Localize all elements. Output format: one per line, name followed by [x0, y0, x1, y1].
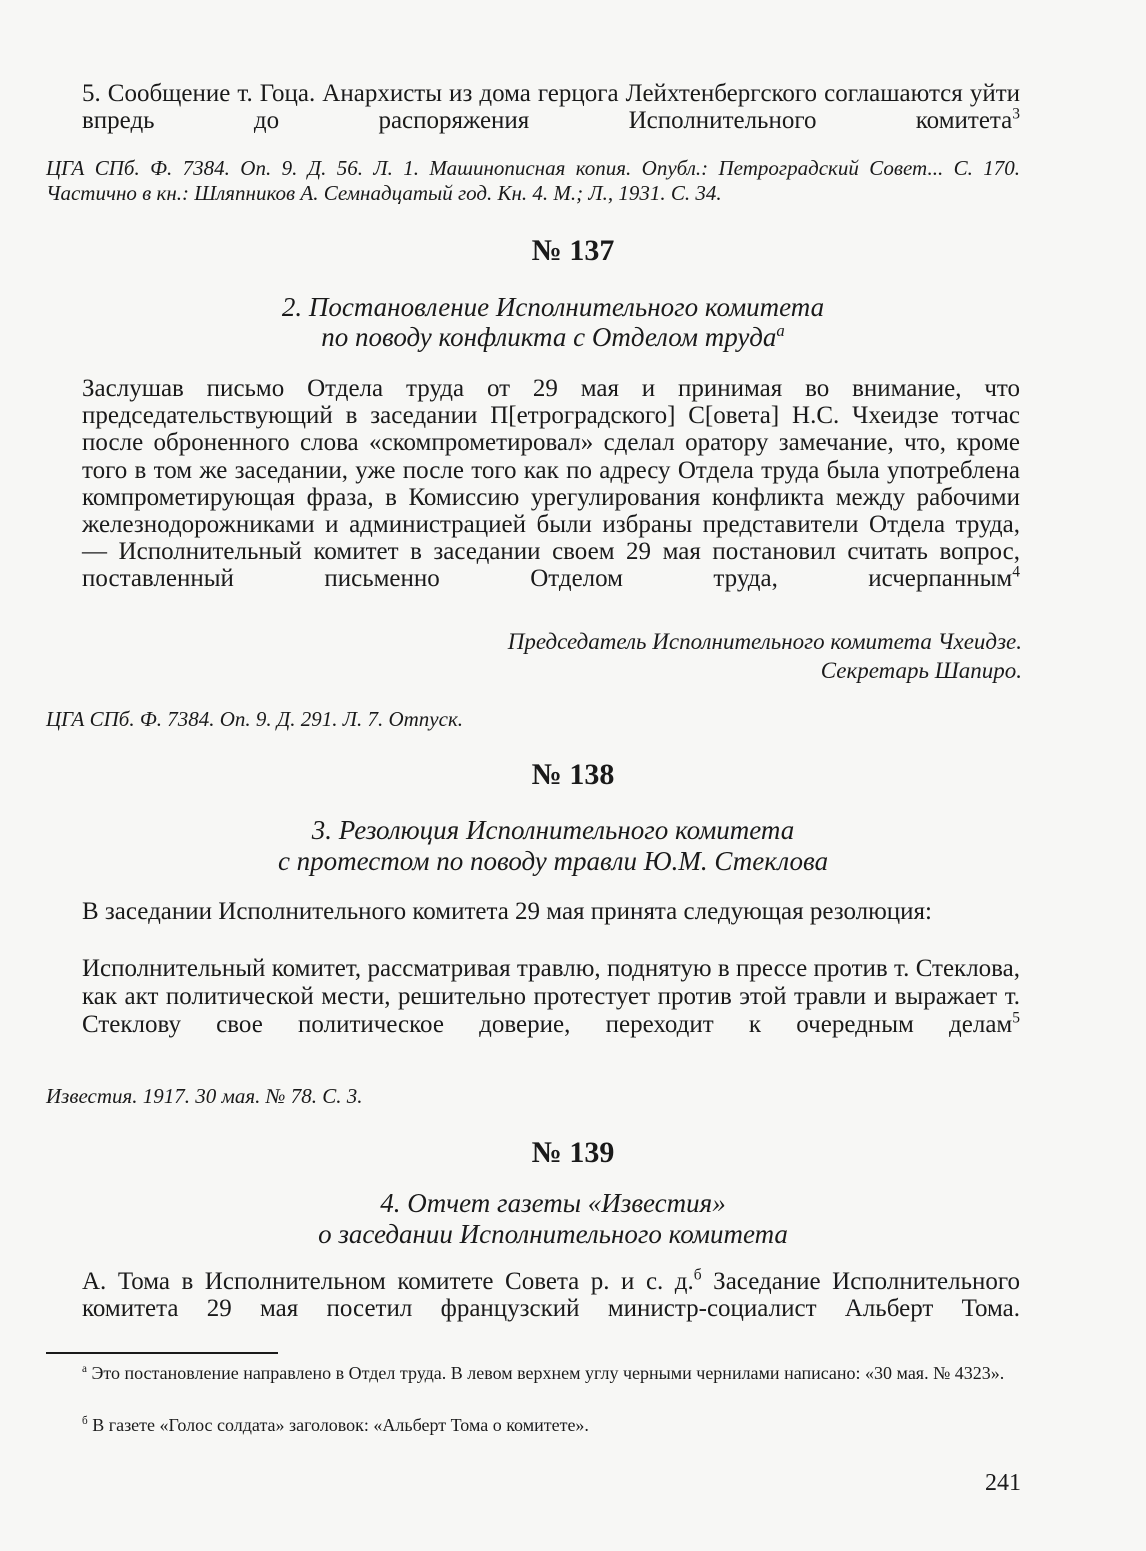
signature-secretary: Секретарь Шапиро. [820, 658, 1022, 683]
doc-139-title-line-2: о заседании Исполнительного комитета [318, 1219, 788, 1249]
doc-138-source: Известия. 1917. 30 мая. № 78. С. 3. [46, 1084, 363, 1108]
doc-139-body [46, 1268, 1020, 1322]
doc-137-number: № 137 [531, 234, 615, 267]
footnote-b-mark: б [82, 1415, 88, 1427]
doc-139-body-text-a: А. Тома в Исполнительном комитете Совета р. и с. д. [82, 1268, 694, 1295]
item-5-paragraph [46, 80, 1020, 134]
doc-137-source: ЦГА СПб. Ф. 7384. Оп. 9. Д. 291. Л. 7. Отпуск. [46, 707, 464, 731]
item-5-text: 5. Сообщение т. Гоца. Анархисты из дома герцога Лейхтенбергского соглашаются уйти впредь до распоряжения Исполнительного комитета [82, 80, 1020, 134]
footnote-ref-5: 5 [1012, 1009, 1020, 1027]
doc-138-number: № 138 [531, 758, 615, 791]
footnote-divider [46, 1352, 278, 1354]
footnote-a [46, 1362, 1020, 1384]
source-citation-1: ЦГА СПб. Ф. 7384. Оп. 9. Д. 56. Л. 1. Машинописная копия. Опубл.: Петроградский Совет... С. 170. Частично в кн.: Шляпников А. Семнадцатый год. Кн. 4. М.; Л., 1931. С. 34. [46, 156, 1020, 205]
doc-137-title-line-1: 2. Постановление Исполнительного комитета [281, 292, 825, 322]
doc-139-number: № 139 [531, 1136, 615, 1169]
doc-138-body-text: Исполнительный комитет, рассматривая травлю, поднятую в прессе против т. Стеклова, как акт политической мести, решительно протестует против этой травли и выражает т. Стеклову свое политическое доверие, переходит к очередным делам [82, 955, 1020, 1038]
doc-139-title-line-1: 4. Отчет газеты «Известия» [380, 1188, 726, 1218]
doc-137-title-text: по поводу конфликта с Отделом труда [321, 322, 777, 352]
doc-137-body-text: Заслушав письмо Отдела труда от 29 мая и принимая во внимание, что председательствующий в заседании П[етроградского] С[овета] Н.С. Чхеидзе тотчас после оброненного слова «скомпрометировал» сделал оратору замечание, что, кроме того в том же заседании, уже после того как по адресу Отдела труда была употреблена компрометирующая фраза, в Комиссию урегулирования конфликта между рабочими железнодорожниками и администрацией были избраны представители Отдела труда, — Исполнительный комитет в заседании своем 29 мая постановил считать вопрос, поставленный письменно Отделом труда, исчерпанным [82, 375, 1020, 593]
doc-139-body-text-b: Заседание Исполнительного комитета 29 мая посетил французский министр-социалист Альберт Тома. [82, 1268, 1020, 1322]
doc-138-title-line-2: с протестом по поводу травли Ю.М. Стеклова [277, 846, 829, 876]
doc-138-title-line-1: 3. Резолюция Исполнительного комитета [311, 815, 795, 845]
footnote-ref-b: б [693, 1266, 702, 1284]
doc-138-intro: В заседании Исполнительного комитета 29 мая принята следующая резолюция: [82, 898, 932, 925]
footnote-ref-a: а [776, 321, 785, 340]
signature-chairman: Председатель Исполнительного комитета Чхеидзе. [507, 629, 1022, 654]
doc-137-body [46, 375, 1020, 593]
footnote-ref-3: 3 [1012, 105, 1020, 123]
doc-137-title-line-2 [0, 322, 1106, 352]
footnote-ref-4: 4 [1012, 564, 1020, 582]
footnote-a-text: Это постановление направлено в Отдел труда. В левом верхнем углу черными чернилами написано: «30 мая. № 4323». [91, 1363, 1005, 1383]
footnote-b [46, 1414, 1020, 1436]
footnote-b-text: В газете «Голос солдата» заголовок: «Альберт Тома о комитете». [92, 1415, 589, 1435]
page-number: 241 [985, 1470, 1021, 1496]
doc-138-body [46, 955, 1020, 1039]
footnote-a-mark: а [82, 1363, 87, 1375]
